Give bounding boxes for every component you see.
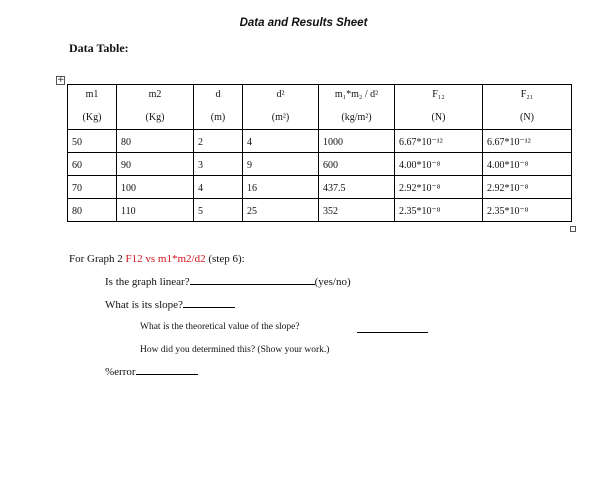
table-cell: 2.35*10⁻⁸: [483, 199, 572, 222]
table-cell: 6.67*10⁻¹²: [395, 130, 483, 153]
table-cell: 600: [319, 153, 395, 176]
header-cell: F₁₂ (N): [395, 85, 483, 130]
table-cell: 2.92*10⁻⁸: [483, 176, 572, 199]
header-cell: d² (m²): [243, 85, 319, 130]
table-row: [68, 176, 572, 199]
table-cell: 2.92*10⁻⁸: [395, 176, 483, 199]
answer-line-slope[interactable]: [183, 307, 235, 308]
table-cell: 4.00*10⁻⁸: [483, 153, 572, 176]
question-determined: How did you determined this? (Show your work.): [140, 345, 330, 355]
table-cell: 3: [194, 153, 243, 176]
answer-line-linear[interactable]: [190, 284, 315, 285]
question-slope: What is its slope?: [105, 299, 235, 311]
table-row: [68, 130, 572, 153]
question-theoretical: What is the theoretical value of the slope?: [140, 322, 300, 332]
answer-line-theoretical[interactable]: [357, 332, 428, 333]
table-cell: 9: [243, 153, 319, 176]
data-table-label: Data Table:: [69, 41, 129, 55]
table-cell: 1000: [319, 130, 395, 153]
table-cell: 100: [117, 176, 194, 199]
table-move-handle-icon[interactable]: +: [57, 75, 65, 85]
table-cell: 70: [68, 176, 117, 199]
graph-variables: F12 vs m1*m2/d2: [125, 253, 206, 265]
table-cell: 4: [194, 176, 243, 199]
data-table: [67, 84, 572, 222]
answer-line-error[interactable]: [136, 374, 198, 375]
table-cell: 80: [117, 130, 194, 153]
table-cell: 437.5: [319, 176, 395, 199]
table-cell: 110: [117, 199, 194, 222]
table-cell: 16: [243, 176, 319, 199]
table-row: [68, 153, 572, 176]
header-cell: m1 (Kg): [68, 85, 117, 130]
table-cell: 6.67*10⁻¹²: [483, 130, 572, 153]
page-title: Data and Results Sheet: [239, 17, 368, 29]
table-header-row: [68, 85, 572, 130]
table-row: [68, 199, 572, 222]
table-resize-handle-icon[interactable]: [570, 226, 576, 232]
table-cell: 2: [194, 130, 243, 153]
table-cell: 90: [117, 153, 194, 176]
table-cell: 80: [68, 199, 117, 222]
header-cell: F₂₁ (N): [483, 85, 572, 130]
table-cell: 60: [68, 153, 117, 176]
graph-heading: For Graph 2 F12 vs m1*m2/d2 (step 6):: [69, 253, 245, 265]
table-cell: 5: [194, 199, 243, 222]
table-cell: 352: [319, 199, 395, 222]
header-cell: d (m): [194, 85, 243, 130]
table-cell: 50: [68, 130, 117, 153]
table-cell: 4: [243, 130, 319, 153]
question-error: %error: [105, 366, 198, 378]
table-cell: 4.00*10⁻⁸: [395, 153, 483, 176]
header-cell: m2 (Kg): [117, 85, 194, 130]
table-cell: 2.35*10⁻⁸: [395, 199, 483, 222]
header-cell: m₁*m₂ / d² (kg/m²): [319, 85, 395, 130]
table-cell: 25: [243, 199, 319, 222]
question-linear: Is the graph linear? (yes/no): [105, 276, 351, 288]
